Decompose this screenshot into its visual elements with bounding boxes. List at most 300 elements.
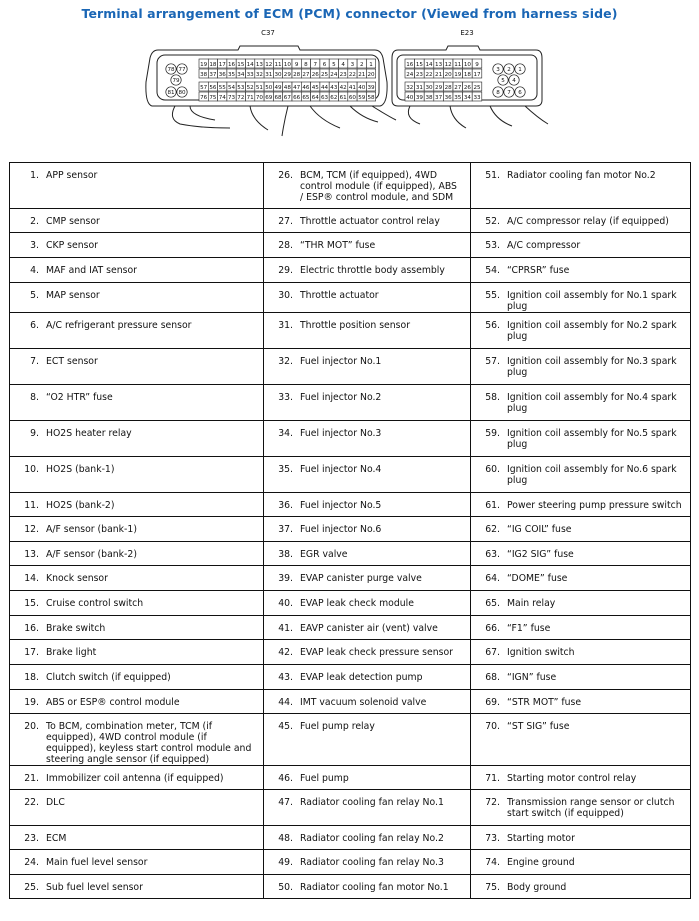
legend-cell [471,493,691,517]
c37-pin-number: 41 [348,85,357,91]
e23-pin-number: 21 [435,72,443,78]
terminal-description: A/C compressor relay (if equipped) [507,216,669,227]
table-row [10,591,691,616]
legend-cell [471,233,691,258]
table-row [10,385,691,421]
table-row [10,790,691,826]
table-row [10,313,691,349]
c37-pin-number: 50 [265,85,273,91]
terminal-description: Fuel injector No.3 [300,428,382,439]
legend-cell [471,826,691,850]
c37-pin-number: 49 [274,85,282,91]
legend-cell [10,790,264,826]
terminal-description: ABS or ESP® control module [46,697,180,708]
c37-pin-number: 58 [367,95,375,101]
connector-e23-pins [405,59,525,101]
legend-cell [264,163,471,209]
c37-pin-number: 4 [341,62,345,68]
e23-round-pin-number: 5 [501,78,505,84]
legend-cell [264,421,471,457]
terminal-description: “IG2 SIG” fuse [507,549,574,560]
terminal-description: DLC [46,797,65,808]
legend-cell [264,591,471,616]
terminal-description: EAVP canister air (vent) valve [300,623,438,634]
c37-pin-number: 24 [330,72,338,78]
legend-cell [10,385,264,421]
terminal-description: Body ground [507,882,567,893]
legend-cell [471,714,691,766]
legend-cell [471,385,691,421]
legend-cell [10,850,264,875]
c37-pin-number: 72 [237,95,245,101]
terminal-number: 5. [30,290,39,301]
terminal-number: 66. [485,623,500,634]
legend-cell [264,850,471,875]
legend-cell [264,790,471,826]
terminal-description: IMT vacuum solenoid valve [300,697,427,708]
terminal-description: Ignition coil assembly for No.4 spark plug [507,392,677,414]
e23-round-pin-number: 4 [512,78,516,84]
c37-pin-number: 19 [200,62,208,68]
c37-pin-number: 63 [320,95,329,101]
e23-pin-number: 15 [415,62,423,68]
table-row [10,457,691,493]
terminal-number: 32. [278,356,293,367]
e23-pin-number: 17 [473,72,481,78]
e23-pin-number: 25 [473,85,481,91]
terminal-description: Fuel injector No.1 [300,356,382,367]
terminal-number: 29. [278,265,293,276]
terminal-description: Ignition coil assembly for No.6 spark plug [507,464,677,486]
legend-cell [264,714,471,766]
c37-pin-number: 57 [200,85,208,91]
terminal-description: “O2 HTR” fuse [46,392,113,403]
c37-pin-number: 69 [265,95,273,101]
c37-pin-number: 22 [348,72,357,78]
legend-cell [10,616,264,640]
terminal-description: “CPRSR” fuse [507,265,570,276]
terminal-number: 38. [278,549,293,560]
legend-cell [471,457,691,493]
terminal-number: 45. [278,721,293,732]
legend-cell [264,640,471,665]
e23-pin-number: 36 [444,95,452,101]
legend-cell [471,640,691,665]
legend-cell [471,209,691,233]
terminal-number: 3. [30,240,39,251]
e23-pin-number: 28 [444,85,452,91]
terminal-number: 13. [24,549,39,560]
terminal-number: 51. [485,170,500,181]
legend-cell [471,258,691,283]
terminal-number: 73. [485,833,500,844]
c37-pin-number: 17 [218,62,226,68]
terminal-description: Brake light [46,647,97,658]
legend-cell [471,665,691,690]
e23-pin-number: 27 [454,85,462,91]
terminal-number: 9. [30,428,39,439]
c37-pin-number: 65 [302,95,310,101]
terminal-description: Brake switch [46,623,106,634]
c37-pin-number: 45 [311,85,319,91]
e23-round-pin-number: 8 [496,90,500,96]
table-row [10,493,691,517]
terminal-number: 64. [485,573,500,584]
e23-pin-number: 16 [406,62,414,68]
terminal-description: BCM, TCM (if equipped), 4WD control module (if equipped), ABS / ESP® control module, and SDM [300,170,457,203]
terminal-description: Throttle actuator control relay [300,216,440,227]
terminal-description: “THR MOT” fuse [300,240,376,251]
terminal-description: EVAP leak check module [300,598,414,609]
c37-pin-number: 43 [330,85,338,91]
terminal-number: 63. [485,549,500,560]
terminal-description: Fuel injector No.6 [300,524,382,535]
terminal-number: 15. [24,598,39,609]
c37-pin-number: 28 [293,72,301,78]
c37-round-pin-number: 81 [167,90,175,96]
c37-pin-number: 47 [293,85,301,91]
table-row [10,665,691,690]
c37-pin-number: 74 [218,95,226,101]
legend-cell [264,766,471,790]
terminal-number: 56. [485,320,500,331]
c37-pin-number: 13 [255,62,264,68]
table-row [10,163,691,209]
terminal-number: 35. [278,464,293,475]
c37-pin-number: 56 [209,85,217,91]
legend-cell [471,566,691,591]
terminal-description: Transmission range sensor or clutch start switch (if equipped) [507,797,675,819]
e23-pin-number: 29 [435,85,443,91]
c37-pin-number: 1 [369,62,373,68]
table-row [10,349,691,385]
legend-cell [471,517,691,542]
terminal-number: 69. [485,697,500,708]
c37-pin-number: 66 [293,95,301,101]
c37-pin-number: 54 [227,85,236,91]
terminal-description: Cruise control switch [46,598,144,609]
table-row [10,566,691,591]
c37-pin-number: 35 [227,72,236,78]
terminal-number: 17. [24,647,39,658]
e23-round-pin-number: 6 [518,90,522,96]
legend-cell [471,690,691,714]
connector-c37-label: C37 [261,29,275,37]
table-row [10,766,691,790]
terminal-number: 23. [24,833,39,844]
legend-cell [471,542,691,566]
terminal-number: 33. [278,392,293,403]
connector-c37-pins [166,59,376,101]
c37-round-pin-number: 79 [172,78,180,84]
c37-pin-number: 29 [283,72,291,78]
e23-pin-number: 24 [406,72,414,78]
terminal-number: 24. [24,857,39,868]
c37-pin-number: 52 [246,85,254,91]
legend-cell [471,421,691,457]
table-row [10,690,691,714]
e23-pin-number: 9 [475,62,479,68]
terminal-description: Fuel pump relay [300,721,375,732]
e23-pin-number: 19 [454,72,462,78]
e23-round-pin-number: 7 [507,90,511,96]
terminal-number: 41. [278,623,293,634]
e23-round-pin-number: 2 [507,67,511,73]
legend-cell [10,313,264,349]
c37-pin-number: 14 [246,62,254,68]
connector-e23-label: E23 [460,29,474,37]
terminal-number: 49. [278,857,293,868]
e23-pin-number: 32 [406,85,414,91]
legend-cell [264,517,471,542]
c37-pin-number: 8 [304,62,308,68]
c37-pin-number: 31 [265,72,273,78]
legend-cell [264,826,471,850]
c37-pin-number: 76 [200,95,208,101]
c37-pin-number: 44 [320,85,329,91]
terminal-number: 1. [30,170,39,181]
legend-cell [264,616,471,640]
c37-pin-number: 53 [237,85,245,91]
terminal-description: “DOME” fuse [507,573,568,584]
c37-pin-number: 42 [339,85,347,91]
legend-cell [10,690,264,714]
table-row [10,826,691,850]
terminal-number: 52. [485,216,500,227]
c37-pin-number: 3 [350,62,355,68]
legend-cell [471,283,691,313]
c37-pin-number: 38 [200,72,208,78]
c37-pin-number: 75 [209,95,217,101]
terminal-number: 44. [278,697,293,708]
e23-pin-number: 22 [425,72,433,78]
table-row [10,640,691,665]
terminal-number: 59. [485,428,500,439]
c37-pin-number: 25 [320,72,329,78]
terminal-number: 60. [485,464,500,475]
e23-pin-number: 20 [444,72,452,78]
terminal-description: “IGN” fuse [507,672,557,683]
terminal-description: EGR valve [300,549,348,560]
legend-cell [471,875,691,899]
terminal-legend-table [9,162,691,899]
e23-pin-number: 12 [444,62,452,68]
legend-cell [10,640,264,665]
terminal-description: Radiator cooling fan relay No.1 [300,797,444,808]
legend-cell [10,826,264,850]
e23-round-pin-number: 3 [496,67,500,73]
terminal-number: 36. [278,500,293,511]
terminal-number: 7. [30,356,39,367]
terminal-description: MAF and IAT sensor [46,265,137,276]
c37-pin-number: 5 [332,62,336,68]
c37-pin-number: 67 [283,95,291,101]
terminal-number: 67. [485,647,500,658]
terminal-number: 62. [485,524,500,535]
legend-cell [471,349,691,385]
c37-pin-number: 55 [218,85,226,91]
legend-cell [471,790,691,826]
terminal-description: Starting motor [507,833,575,844]
c37-pin-number: 37 [209,72,217,78]
legend-cell [264,209,471,233]
terminal-description: CKP sensor [46,240,98,251]
c37-pin-number: 27 [302,72,310,78]
legend-cell [10,566,264,591]
table-row [10,714,691,766]
terminal-number: 53. [485,240,500,251]
terminal-description: Immobilizer coil antenna (if equipped) [46,773,224,784]
terminal-description: Clutch switch (if equipped) [46,672,171,683]
terminal-description: Sub fuel level sensor [46,882,143,893]
e23-pin-number: 10 [463,62,471,68]
e23-pin-number: 26 [463,85,471,91]
e23-pin-number: 40 [406,95,414,101]
legend-cell [264,313,471,349]
terminal-number: 26. [278,170,293,181]
legend-cell [10,766,264,790]
c37-pin-number: 51 [255,85,264,91]
terminal-description: EVAP leak detection pump [300,672,423,683]
c37-pin-number: 9 [294,62,299,68]
legend-cell [264,566,471,591]
terminal-number: 4. [30,265,39,276]
legend-cell [471,766,691,790]
legend-cell [264,493,471,517]
terminal-description: “F1” fuse [507,623,551,634]
legend-cell [10,209,264,233]
c37-pin-number: 71 [246,95,254,101]
terminal-number: 58. [485,392,500,403]
legend-cell [10,283,264,313]
terminal-description: Electric throttle body assembly [300,265,445,276]
terminal-number: 71. [485,773,500,784]
e23-pin-number: 39 [415,95,423,101]
legend-cell [10,349,264,385]
terminal-number: 28. [278,240,293,251]
c37-round-pin-number: 80 [178,90,186,96]
legend-cell [264,258,471,283]
terminal-number: 54. [485,265,500,276]
terminal-description: A/C refrigerant pressure sensor [46,320,192,331]
c37-pin-number: 15 [237,62,245,68]
terminal-number: 37. [278,524,293,535]
terminal-description: Ignition coil assembly for No.3 spark plug [507,356,677,378]
terminal-number: 30. [278,290,293,301]
connector-diagram [0,24,699,144]
legend-cell [10,233,264,258]
table-row [10,542,691,566]
terminal-number: 70. [485,721,500,732]
terminal-description: Throttle actuator [300,290,379,301]
terminal-number: 21. [24,773,39,784]
terminal-number: 68. [485,672,500,683]
terminal-number: 19. [24,697,39,708]
terminal-description: Starting motor control relay [507,773,637,784]
terminal-description: Radiator cooling fan motor No.2 [507,170,656,181]
e23-pin-number: 18 [463,72,471,78]
terminal-number: 48. [278,833,293,844]
legend-cell [10,163,264,209]
e23-pin-number: 38 [425,95,433,101]
c37-pin-number: 36 [218,72,226,78]
table-row [10,850,691,875]
terminal-description: MAP sensor [46,290,100,301]
c37-pin-number: 73 [227,95,236,101]
terminal-number: 61. [485,500,500,511]
c37-pin-number: 26 [311,72,319,78]
c37-pin-number: 2 [359,62,364,68]
terminal-description: To BCM, combination meter, TCM (if equipped), 4WD control module (if equipped), keyless start control module and steering angle sensor (if equipped) [46,721,252,765]
c37-pin-number: 39 [367,85,375,91]
terminal-description: Ignition coil assembly for No.1 spark plug [507,290,677,312]
c37-pin-number: 12 [265,62,273,68]
terminal-number: 31. [278,320,293,331]
c37-pin-number: 46 [302,85,310,91]
c37-pin-number: 61 [339,95,347,101]
c37-pin-number: 16 [227,62,236,68]
terminal-description: Main fuel level sensor [46,857,148,868]
terminal-description: Radiator cooling fan relay No.2 [300,833,444,844]
c37-pin-number: 32 [255,72,264,78]
table-row [10,283,691,313]
terminal-description: Radiator cooling fan relay No.3 [300,857,444,868]
terminal-description: Fuel injector No.5 [300,500,382,511]
c37-pin-number: 70 [255,95,264,101]
e23-pin-number: 11 [454,62,462,68]
terminal-number: 75. [485,882,500,893]
e23-pin-number: 30 [425,85,433,91]
page-title: Terminal arrangement of ECM (PCM) connector (Viewed from harness side) [81,6,618,21]
table-row [10,875,691,899]
terminal-description: Power steering pump pressure switch [507,500,682,511]
legend-cell [264,690,471,714]
table-row [10,233,691,258]
terminal-description: CMP sensor [46,216,100,227]
legend-cell [264,875,471,899]
c37-round-pin-number: 77 [178,67,186,73]
c37-pin-number: 40 [358,85,366,91]
terminal-number: 40. [278,598,293,609]
legend-cell [471,163,691,209]
terminal-number: 2. [30,216,39,227]
legend-cell [264,665,471,690]
c37-pin-number: 48 [283,85,291,91]
e23-pin-number: 35 [454,95,462,101]
terminal-number: 65. [485,598,500,609]
c37-pin-number: 7 [313,62,318,68]
terminal-description: Fuel pump [300,773,349,784]
table-row [10,616,691,640]
legend-cell [10,665,264,690]
legend-cell [264,457,471,493]
terminal-number: 27. [278,216,293,227]
terminal-number: 8. [30,392,39,403]
terminal-number: 46. [278,773,293,784]
legend-cell [264,349,471,385]
c37-pin-number: 20 [367,72,375,78]
terminal-number: 10. [24,464,39,475]
terminal-description: Radiator cooling fan motor No.1 [300,882,449,893]
terminal-number: 20. [24,721,39,732]
terminal-description: “ST SIG” fuse [507,721,570,732]
e23-pin-number: 23 [415,72,423,78]
table-row [10,209,691,233]
terminal-number: 43. [278,672,293,683]
terminal-description: ECM [46,833,67,844]
c37-round-pin-number: 78 [167,67,175,73]
terminal-number: 14. [24,573,39,584]
